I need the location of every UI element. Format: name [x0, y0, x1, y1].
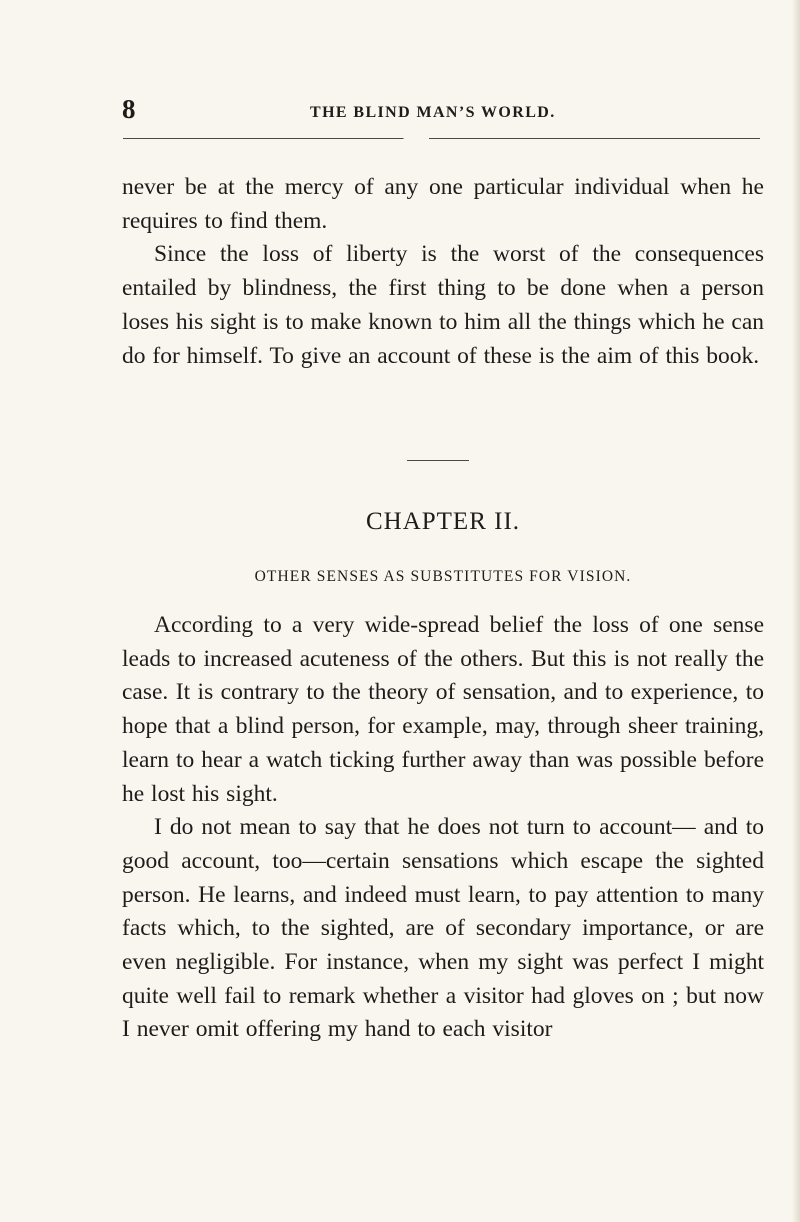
chapter-subtitle: OTHER SENSES AS SUBSTITUTES FOR VISION.: [254, 568, 632, 585]
page-number: 8: [122, 94, 136, 124]
page-edge-shadow: [792, 0, 800, 1222]
header-rule: [123, 138, 760, 139]
paragraph-sensations: I do not mean to say that he does not turn to account— and to good account, too—certain sensations which escape the sighted person. He learns, and indeed must learn, to pay attention to many facts which, to the sighted, are of secondary importance, or are even negligible. For instance, when my sight was perfect I might quite well fail to remark whether a visitor had gloves on ; but now I never omit offering my hand to each visitor: [122, 814, 764, 1043]
running-title: THE BLIND MAN’S WORLD.: [310, 104, 556, 121]
text-block-chapter: [122, 609, 764, 1047]
chapter-title: CHAPTER II.: [365, 508, 521, 535]
paragraph-liberty: Since the loss of liberty is the worst of the consequences entailed by blindness, the first thing to be done when a person loses his sight is to make known to him all the things which he can do for himself. To give an account of these is the aim of this book.: [122, 241, 764, 369]
paragraph-continuation: never be at the mercy of any one particular individual when he requires to find them.: [122, 174, 764, 234]
text-block-before-chapter: [122, 171, 764, 373]
paragraph-belief: According to a very wide-spread belief the loss of one sense leads to increased acuteness of the others. But this is not really the case. It is contrary to the theory of sensation, and to experience, to hope that a blind person, for example, may, through sheer training, learn to hear a watch ticking further away than was possible before he lost his sight.: [122, 612, 764, 807]
section-divider: [407, 460, 469, 461]
running-header: [122, 94, 764, 130]
